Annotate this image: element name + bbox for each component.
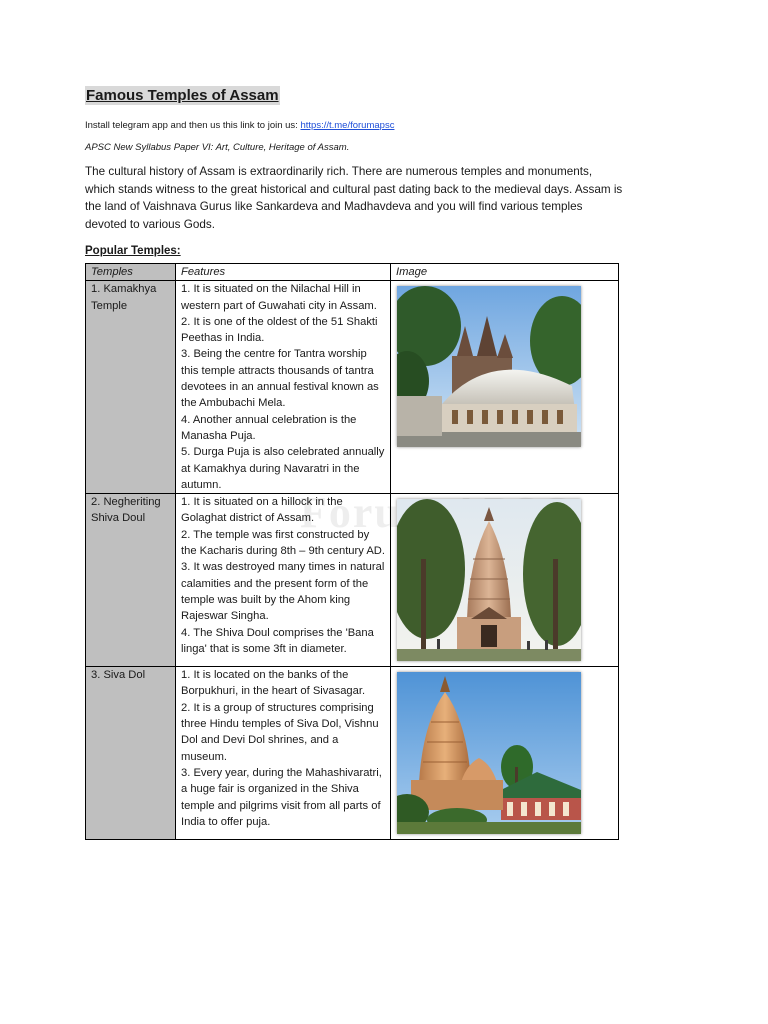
header-temples: Temples — [86, 264, 176, 281]
feature-item: 3. Every year, during the Mahashivaratri, a huge fair is organized in the Shiva temple and pilgrims visit from all parts of India to offer puja. — [181, 766, 382, 828]
feature-item: 5. Durga Puja is also celebrated annually at Kamakhya during Navaratri in the autumn. — [181, 446, 385, 491]
table-row — [86, 281, 619, 494]
telegram-note — [85, 119, 625, 132]
temple-features — [176, 281, 391, 494]
section-heading: Popular Temples: — [85, 245, 181, 257]
table-row — [86, 494, 619, 667]
feature-item: 3. It was destroyed many times in natural calamities and the present form of the temple was built by the Ahom king Rajeswar Singha. — [181, 561, 385, 623]
negheriting-shiva-doul-photo — [397, 499, 581, 661]
temple-features — [176, 667, 391, 840]
feature-item: 2. It is a group of structures comprising three Hindu temples of Siva Dol, Vishnu Dol and Devi Dol shrines, and a museum. — [181, 701, 379, 763]
feature-item: 4. The Shiva Doul comprises the 'Bana linga' that is some 3ft in diameter. — [181, 626, 374, 655]
feature-item: 1. It is situated on a hillock in the Golaghat district of Assam. — [181, 496, 343, 525]
kamakhya-temple-photo — [397, 286, 581, 447]
table-header-row — [86, 264, 619, 281]
watermark: Forum — [300, 488, 440, 537]
page-title: Famous Temples of Assam — [86, 87, 279, 104]
telegram-text: Install telegram app and then us this link to join us: — [85, 120, 301, 131]
document-page — [85, 86, 625, 840]
temple-image-cell — [391, 281, 619, 494]
temple-name: 3. Siva Dol — [86, 667, 176, 840]
feature-item: 3. Being the centre for Tantra worship this temple attracts thousands of tantra devotees in an annual festival known as the Ambubachi Mela. — [181, 348, 379, 410]
feature-item: 4. Another annual celebration is the Manasha Puja. — [181, 413, 357, 442]
temples-table — [85, 263, 619, 840]
intro-paragraph: The cultural history of Assam is extraordinarily rich. There are numerous temples and monuments, which stands witness to the great historical and cultural past dating back to the medieval days. Assam is the land of Vaishnava Gurus like Sankardeva and Madhavdeva and you will find various temples devoted to various Gods. — [85, 165, 623, 231]
temple-features — [176, 494, 391, 667]
feature-item: 2. It is one of the oldest of the 51 Shakti Peethas in India. — [181, 315, 378, 345]
header-features: Features — [176, 264, 391, 281]
temple-image-cell — [391, 667, 619, 840]
feature-item: 1. It is located on the banks of the Borpukhuri, in the heart of Sivasagar. — [181, 669, 366, 698]
telegram-link[interactable]: https://t.me/forumapsc — [300, 120, 395, 131]
feature-item: 2. The temple was first constructed by the Kacharis during 8th – 9th century AD. — [181, 528, 385, 558]
table-row — [86, 667, 619, 840]
header-image: Image — [391, 264, 619, 281]
temple-name: 2. Negheriting Shiva Doul — [86, 494, 176, 667]
siva-dol-photo — [397, 672, 581, 834]
temple-image-cell — [391, 494, 619, 667]
temple-name: 1. Kamakhya Temple — [86, 281, 176, 494]
syllabus-note: APSC New Syllabus Paper VI: Art, Culture, Heritage of Assam. — [85, 142, 350, 153]
feature-item: 1. It is situated on the Nilachal Hill in western part of Guwahati city in Assam. — [181, 283, 377, 312]
